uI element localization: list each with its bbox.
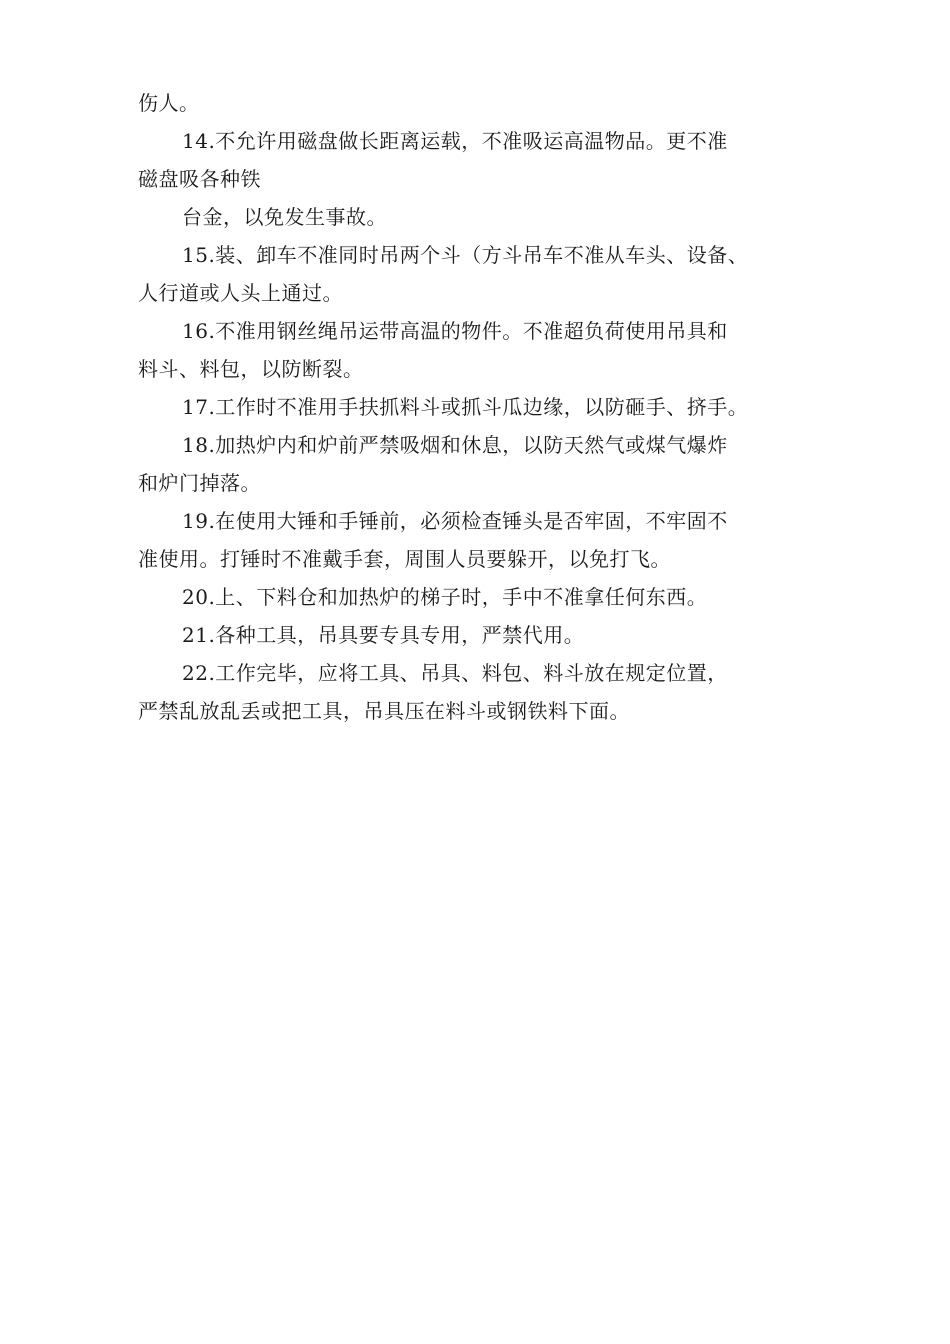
text-line: 15.装、卸车不准同时吊两个斗（方斗吊车不准从车头、设备、 — [182, 243, 749, 267]
text-line: 磁盘吸各种铁 — [138, 167, 261, 191]
text-line: 16.不准用钢丝绳吊运带高温的物件。不准超负荷使用吊具和 — [182, 319, 728, 343]
text-line: 人行道或人头上通过。 — [138, 281, 343, 305]
text-line: 19.在使用大锤和手锤前，必须检查锤头是否牢固，不牢固不 — [182, 509, 728, 533]
text-line: 准使用。打锤时不准戴手套，周围人员要躲开，以免打飞。 — [138, 547, 671, 571]
text-line: 18.加热炉内和炉前严禁吸烟和休息，以防天然气或煤气爆炸 — [182, 433, 728, 457]
text-line: 和炉门掉落。 — [138, 471, 261, 495]
text-line: 17.工作时不准用手扶抓料斗或抓斗瓜边缘，以防砸手、挤手。 — [182, 395, 749, 419]
text-line: 21.各种工具，吊具要专具专用，严禁代用。 — [182, 623, 585, 647]
text-line: 22.工作完毕，应将工具、吊具、料包、料斗放在规定位置， — [182, 661, 728, 685]
document-body — [138, 84, 828, 730]
text-line: 20.上、下料仓和加热炉的梯子时，手中不准拿任何东西。 — [182, 585, 708, 609]
text-line: 14.不允许用磁盘做长距离运载，不准吸运高温物品。更不准 — [182, 129, 728, 153]
text-line: 料斗、料包，以防断裂。 — [138, 357, 364, 381]
text-line: 伤人。 — [138, 91, 200, 115]
text-line: 严禁乱放乱丢或把工具，吊具压在料斗或钢铁料下面。 — [138, 699, 630, 723]
text-line: 台金，以免发生事故。 — [182, 205, 387, 229]
